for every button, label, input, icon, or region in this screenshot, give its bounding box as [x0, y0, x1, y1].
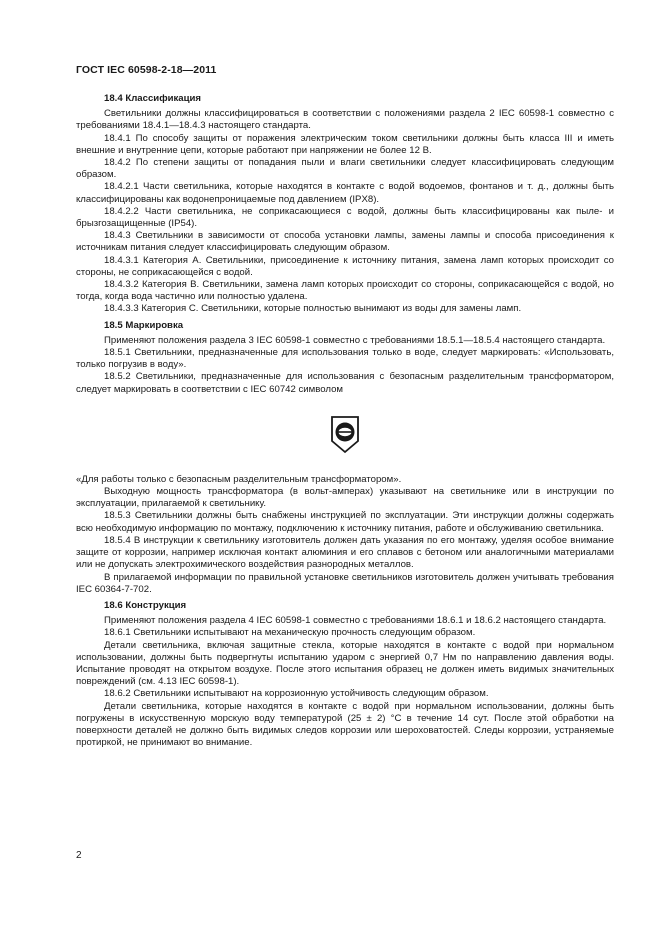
paragraph: Выходную мощность трансформатора (в вольт-амперах) указывают на светильнике или в инструкции по эксплуатации, прилагаемой к светильнику.: [76, 486, 614, 510]
section-heading: 18.5 Маркировка: [104, 319, 184, 331]
paragraph: Применяют положения раздела 3 IEC 60598-1 совместно с требованиями 18.5.1—18.5.4 настоящего стандарта.: [104, 334, 606, 346]
paragraph: Детали светильника, которые находятся в контакте с водой при нормальном использовании, должны быть погружены в искусственную морскую воду температурой (25 ± 2) °С в течение 14 сут. После этой обработки на поверхности деталей не должно быть видимых следов коррозии или шероховатостей. Следы коррозии, устраняемые протиркой, не принимают во внимание.: [76, 700, 614, 749]
paragraph: 18.6.2 Светильники испытывают на коррозионную устойчивость следующим образом.: [104, 688, 489, 700]
paragraph: 18.5.2 Светильники, предназначенные для использования с безопасным разделительным трансформатором, следует маркировать в соответствии с IEC 60742 символом: [76, 371, 614, 395]
document-body: [76, 93, 614, 749]
paragraph: 18.4.1 По способу защиты от поражения электрическим током светильники должны быть класса III и иметь внешние и внутренние цепи, которые работают при напряжении не более 12 В.: [76, 132, 614, 156]
paragraph: Светильники должны классифицироваться в соответствии с положениями раздела 2 IEC 60598-1 совместно с требованиями 18.4.1—18.4.3 настоящего стандарта.: [76, 108, 614, 132]
paragraph: 18.4.3 Светильники в зависимости от способа установки лампы, замены лампы и способа присоединения к источникам питания следует классифицировать следующим образом.: [76, 230, 614, 254]
paragraph: В прилагаемой информации по правильной установке светильников изготовитель должен учитывать требования IEC 60364-7-702.: [76, 571, 614, 595]
section-heading: 18.4 Классификация: [104, 93, 202, 104]
document-header: ГОСТ IEC 60598-2-18—2011: [76, 64, 217, 76]
paragraph: 18.4.3.2 Категория В. Светильники, замена ламп которых происходит со стороны, соприкасающейся с водой, но тогда, когда вода частично или полностью удалена.: [76, 279, 614, 303]
section-heading: 18.6 Конструкция: [104, 599, 187, 611]
paragraph: Детали светильника, включая защитные стекла, которые находятся в контакте с водой при нормальном использовании, должны быть подвергнуты испытанию ударом с энергией 0,7 Нм по направлению давления воды. Испытание проводят на открытом воздухе. После этого испытания образец не должен иметь видимых значительных повреждений (см. 4.13 IEC 60598-1).: [76, 639, 614, 688]
paragraph: 18.4.2.1 Части светильника, которые находятся в контакте с водой водоемов, фонтанов и т. д., должны быть классифицированы как водонепроницаемые под давлением (IPX8).: [76, 181, 614, 205]
paragraph: 18.5.4 В инструкции к светильнику изготовитель должен дать указания по его монтажу, уделяя особое внимание защите от коррозии, например исключая контакт алюминия и его сплавов с бетоном или аналогичными материалами или не допускать электрохимического воздействия разнородных металлов.: [76, 534, 614, 571]
safety-transformer-symbol-icon: [329, 415, 361, 455]
paragraph: 18.4.2 По степени защиты от попадания пыли и влаги светильники следует классифицировать следующим образом.: [76, 157, 614, 181]
paragraph: 18.4.3.3 Категория С. Светильники, которые полностью вынимают из воды для замены ламп.: [104, 303, 522, 315]
paragraph: 18.6.1 Светильники испытывают на механическую прочность следующим образом.: [104, 627, 476, 639]
paragraph: 18.5.3 Светильники должны быть снабжены инструкцией по эксплуатации. Эти инструкции должны содержать всю необходимую информацию по монтажу, подключению к источнику питания, работе и обслуживанию светильника.: [76, 510, 614, 534]
paragraph: 18.5.1 Светильники, предназначенные для использования только в воде, следует маркировать: «Использовать, только погрузив в воду».: [76, 347, 614, 371]
paragraph: «Для работы только с безопасным разделительным трансформатором».: [76, 473, 402, 485]
symbol-block: [76, 396, 614, 474]
page-number: 2: [76, 850, 82, 861]
paragraph: 18.4.3.1 Категория А. Светильники, присоединение к источнику питания, замена ламп которых происходит со стороны, не соприкасающейся с водой.: [76, 254, 614, 278]
paragraph: 18.4.2.2 Части светильника, не соприкасающиеся с водой, должны быть классифицированы как пыле- и брызгозащищенные (IP54).: [76, 205, 614, 230]
paragraph: Применяют положения раздела 4 IEC 60598-1 совместно с требованиями 18.6.1 и 18.6.2 настоящего стандарта.: [104, 615, 607, 627]
